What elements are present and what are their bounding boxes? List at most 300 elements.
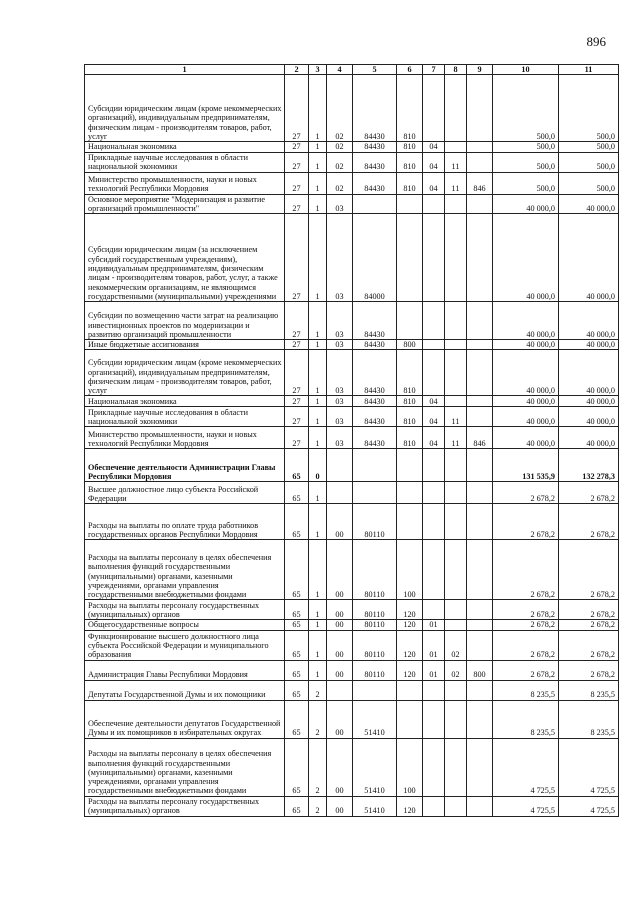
cell-11: 500,0 — [559, 172, 619, 194]
cell-8 — [445, 796, 467, 816]
table-row — [85, 152, 619, 172]
table-row — [85, 194, 619, 214]
cell-6 — [397, 504, 423, 540]
cell-2: 27 — [285, 407, 309, 427]
cell-6: 810 — [397, 350, 423, 396]
cell-11: 40 000,0 — [559, 302, 619, 340]
cell-3: 1 — [309, 396, 327, 407]
cell-11: 4 725,5 — [559, 738, 619, 796]
cell-6 — [397, 482, 423, 504]
table-row — [85, 340, 619, 350]
cell-10: 8 235,5 — [493, 680, 559, 700]
cell-11: 40 000,0 — [559, 396, 619, 407]
table-row — [85, 630, 619, 660]
cell-4: 00 — [327, 504, 353, 540]
cell-11: 40 000,0 — [559, 407, 619, 427]
cell-7 — [423, 796, 445, 816]
cell-11: 40 000,0 — [559, 427, 619, 449]
cell-5 — [353, 449, 397, 482]
cell-4: 00 — [327, 738, 353, 796]
row-label: Обеспечение деятельности депутатов Государственной Думы и их помощников в избирательных округах — [85, 700, 285, 738]
header-cell: 7 — [423, 65, 445, 75]
cell-9 — [467, 142, 493, 152]
cell-5: 84430 — [353, 302, 397, 340]
cell-9 — [467, 194, 493, 214]
cell-5: 84430 — [353, 142, 397, 152]
cell-6: 120 — [397, 630, 423, 660]
cell-3: 1 — [309, 302, 327, 340]
row-label: Администрация Главы Республики Мордовия — [85, 660, 285, 680]
cell-6: 120 — [397, 660, 423, 680]
cell-2: 27 — [285, 427, 309, 449]
row-label: Национальная экономика — [85, 396, 285, 407]
cell-3: 1 — [309, 75, 327, 142]
table-row — [85, 600, 619, 620]
row-label: Основное мероприятие "Модернизация и развитие организаций промышленности" — [85, 194, 285, 214]
cell-8 — [445, 75, 467, 142]
cell-9 — [467, 302, 493, 340]
cell-10: 2 678,2 — [493, 660, 559, 680]
cell-11: 40 000,0 — [559, 350, 619, 396]
cell-7 — [423, 680, 445, 700]
cell-4: 00 — [327, 620, 353, 630]
cell-7 — [423, 700, 445, 738]
cell-8 — [445, 700, 467, 738]
cell-7: 01 — [423, 620, 445, 630]
cell-10: 40 000,0 — [493, 214, 559, 302]
cell-5: 51410 — [353, 738, 397, 796]
row-label: Субсидии юридическим лицам (кроме некоммерческих организаций), индивидуальным предпринимателям, физическим лицам - производителям товаров, работ, услуг — [85, 350, 285, 396]
cell-3: 0 — [309, 449, 327, 482]
row-label: Субсидии юридическим лицам (за исключением субсидий государственным учреждениям), индивидуальным предпринимателям, физическим лицам - производителям товаров, работ, услуг, а также некоммерческим организациям, не являющимся государственными (муниципальными) учреждениями — [85, 214, 285, 302]
cell-6: 810 — [397, 396, 423, 407]
cell-9 — [467, 482, 493, 504]
cell-2: 65 — [285, 796, 309, 816]
cell-10: 40 000,0 — [493, 427, 559, 449]
header-cell: 2 — [285, 65, 309, 75]
table-row — [85, 738, 619, 796]
cell-10: 8 235,5 — [493, 700, 559, 738]
cell-7: 04 — [423, 407, 445, 427]
cell-3: 2 — [309, 796, 327, 816]
cell-6: 120 — [397, 796, 423, 816]
table-row — [85, 796, 619, 816]
cell-10: 40 000,0 — [493, 302, 559, 340]
cell-4: 03 — [327, 427, 353, 449]
cell-11: 2 678,2 — [559, 620, 619, 630]
cell-7: 04 — [423, 142, 445, 152]
cell-3: 1 — [309, 214, 327, 302]
cell-9 — [467, 214, 493, 302]
cell-4 — [327, 680, 353, 700]
cell-8 — [445, 449, 467, 482]
cell-6: 810 — [397, 407, 423, 427]
cell-7 — [423, 738, 445, 796]
header-cell: 9 — [467, 65, 493, 75]
cell-6: 800 — [397, 340, 423, 350]
row-label: Расходы на выплаты персоналу государственных (муниципальных) органов — [85, 796, 285, 816]
cell-9 — [467, 407, 493, 427]
cell-8 — [445, 194, 467, 214]
cell-7: 04 — [423, 396, 445, 407]
row-label: Прикладные научные исследования в области национальной экономики — [85, 407, 285, 427]
cell-6: 120 — [397, 600, 423, 620]
cell-9 — [467, 504, 493, 540]
cell-6 — [397, 194, 423, 214]
cell-2: 65 — [285, 600, 309, 620]
row-label: Расходы на выплаты по оплате труда работников государственных органов Республики Мордовия — [85, 504, 285, 540]
cell-4: 02 — [327, 75, 353, 142]
row-label: Министерство промышленности, науки и новых технологий Республики Мордовия — [85, 427, 285, 449]
cell-7 — [423, 482, 445, 504]
cell-3: 2 — [309, 738, 327, 796]
table-row — [85, 214, 619, 302]
cell-10: 500,0 — [493, 75, 559, 142]
cell-9: 800 — [467, 660, 493, 680]
cell-3: 1 — [309, 152, 327, 172]
table-row — [85, 680, 619, 700]
table-row — [85, 407, 619, 427]
cell-3: 1 — [309, 340, 327, 350]
row-label: Функционирование высшего должностного лица субъекта Российской Федерации и муниципального образования — [85, 630, 285, 660]
cell-8 — [445, 620, 467, 630]
cell-10: 2 678,2 — [493, 620, 559, 630]
table-header-row — [85, 65, 619, 75]
cell-7 — [423, 194, 445, 214]
cell-11: 2 678,2 — [559, 660, 619, 680]
header-cell: 3 — [309, 65, 327, 75]
row-label: Субсидии юридическим лицам (кроме некоммерческих организаций), индивидуальным предпринимателям, физическим лицам - производителям товаров, работ, услуг — [85, 75, 285, 142]
cell-8 — [445, 738, 467, 796]
row-label: Субсидии по возмещению части затрат на реализацию инвестиционных проектов по модернизации и развитию организаций промышленности — [85, 302, 285, 340]
cell-7: 01 — [423, 630, 445, 660]
table-row — [85, 540, 619, 600]
cell-8 — [445, 340, 467, 350]
cell-9 — [467, 620, 493, 630]
cell-2: 27 — [285, 172, 309, 194]
cell-5: 84430 — [353, 172, 397, 194]
cell-7 — [423, 214, 445, 302]
cell-10: 2 678,2 — [493, 600, 559, 620]
cell-3: 1 — [309, 540, 327, 600]
cell-2: 65 — [285, 630, 309, 660]
cell-8 — [445, 504, 467, 540]
cell-10: 40 000,0 — [493, 340, 559, 350]
cell-4: 00 — [327, 600, 353, 620]
table-row — [85, 660, 619, 680]
cell-3: 1 — [309, 142, 327, 152]
row-label: Высшее должностное лицо субъекта Российской Федерации — [85, 482, 285, 504]
cell-10: 500,0 — [493, 172, 559, 194]
cell-7 — [423, 302, 445, 340]
cell-4: 00 — [327, 796, 353, 816]
table-row — [85, 700, 619, 738]
cell-9 — [467, 630, 493, 660]
cell-5 — [353, 680, 397, 700]
cell-2: 27 — [285, 396, 309, 407]
cell-5: 84430 — [353, 152, 397, 172]
cell-3: 2 — [309, 680, 327, 700]
cell-2: 27 — [285, 194, 309, 214]
cell-3: 1 — [309, 620, 327, 630]
cell-6: 100 — [397, 540, 423, 600]
cell-9: 846 — [467, 427, 493, 449]
cell-11: 2 678,2 — [559, 630, 619, 660]
cell-4: 03 — [327, 340, 353, 350]
cell-8: 11 — [445, 172, 467, 194]
cell-9 — [467, 796, 493, 816]
cell-2: 65 — [285, 700, 309, 738]
cell-3: 1 — [309, 504, 327, 540]
cell-9 — [467, 738, 493, 796]
cell-5: 80110 — [353, 504, 397, 540]
cell-5: 80110 — [353, 540, 397, 600]
cell-8 — [445, 396, 467, 407]
table-row — [85, 620, 619, 630]
cell-9 — [467, 350, 493, 396]
cell-2: 65 — [285, 449, 309, 482]
cell-2: 27 — [285, 75, 309, 142]
cell-9: 846 — [467, 172, 493, 194]
row-label: Депутаты Государственной Думы и их помощники — [85, 680, 285, 700]
cell-4: 03 — [327, 350, 353, 396]
cell-5: 80110 — [353, 630, 397, 660]
cell-11: 2 678,2 — [559, 540, 619, 600]
cell-8: 11 — [445, 407, 467, 427]
row-label: Министерство промышленности, науки и новых технологий Республики Мордовия — [85, 172, 285, 194]
cell-8: 02 — [445, 630, 467, 660]
header-cell: 4 — [327, 65, 353, 75]
cell-5: 84430 — [353, 396, 397, 407]
cell-8: 11 — [445, 152, 467, 172]
cell-8 — [445, 540, 467, 600]
cell-4 — [327, 449, 353, 482]
cell-5: 84430 — [353, 75, 397, 142]
cell-5: 84000 — [353, 214, 397, 302]
cell-10: 131 535,9 — [493, 449, 559, 482]
cell-6: 810 — [397, 75, 423, 142]
cell-5: 84430 — [353, 407, 397, 427]
cell-8 — [445, 600, 467, 620]
cell-10: 4 725,5 — [493, 796, 559, 816]
cell-11: 40 000,0 — [559, 340, 619, 350]
cell-10: 2 678,2 — [493, 630, 559, 660]
cell-5: 84430 — [353, 350, 397, 396]
cell-11: 40 000,0 — [559, 214, 619, 302]
header-cell: 11 — [559, 65, 619, 75]
cell-9 — [467, 600, 493, 620]
page-number: 896 — [586, 34, 606, 49]
cell-2: 65 — [285, 738, 309, 796]
header-cell: 5 — [353, 65, 397, 75]
cell-11: 500,0 — [559, 142, 619, 152]
cell-4: 00 — [327, 630, 353, 660]
cell-4: 03 — [327, 407, 353, 427]
cell-2: 27 — [285, 302, 309, 340]
cell-8 — [445, 680, 467, 700]
cell-9 — [467, 340, 493, 350]
cell-8: 02 — [445, 660, 467, 680]
table-row — [85, 75, 619, 142]
row-label: Общегосударственные вопросы — [85, 620, 285, 630]
cell-10: 40 000,0 — [493, 407, 559, 427]
cell-2: 27 — [285, 142, 309, 152]
cell-4: 03 — [327, 194, 353, 214]
cell-10: 40 000,0 — [493, 396, 559, 407]
cell-6: 120 — [397, 620, 423, 630]
cell-7 — [423, 600, 445, 620]
cell-4: 02 — [327, 152, 353, 172]
cell-7 — [423, 540, 445, 600]
row-label: Прикладные научные исследования в области национальной экономики — [85, 152, 285, 172]
cell-10: 500,0 — [493, 152, 559, 172]
row-label: Расходы на выплаты персоналу в целях обеспечения выполнения функций государственными (муниципальными) органами, казенными учреждениями, органами управления государственными внебюджетными фондами — [85, 540, 285, 600]
cell-8 — [445, 482, 467, 504]
cell-11: 132 278,3 — [559, 449, 619, 482]
cell-10: 2 678,2 — [493, 504, 559, 540]
cell-6 — [397, 214, 423, 302]
cell-6 — [397, 680, 423, 700]
cell-3: 1 — [309, 407, 327, 427]
cell-3: 1 — [309, 427, 327, 449]
cell-6: 810 — [397, 172, 423, 194]
cell-6 — [397, 302, 423, 340]
cell-4: 02 — [327, 142, 353, 152]
cell-9 — [467, 700, 493, 738]
cell-4: 00 — [327, 540, 353, 600]
cell-7: 01 — [423, 660, 445, 680]
cell-8 — [445, 142, 467, 152]
row-label: Расходы на выплаты персоналу государственных (муниципальных) органов — [85, 600, 285, 620]
cell-5: 80110 — [353, 660, 397, 680]
header-cell: 6 — [397, 65, 423, 75]
cell-2: 65 — [285, 620, 309, 630]
table-row — [85, 142, 619, 152]
cell-5: 80110 — [353, 600, 397, 620]
cell-6: 810 — [397, 152, 423, 172]
cell-2: 27 — [285, 214, 309, 302]
header-cell: 1 — [85, 65, 285, 75]
row-label: Национальная экономика — [85, 142, 285, 152]
cell-6 — [397, 700, 423, 738]
cell-10: 40 000,0 — [493, 194, 559, 214]
cell-9 — [467, 152, 493, 172]
cell-3: 2 — [309, 700, 327, 738]
cell-9 — [467, 540, 493, 600]
cell-4: 00 — [327, 700, 353, 738]
cell-7 — [423, 504, 445, 540]
cell-2: 65 — [285, 540, 309, 600]
cell-11: 500,0 — [559, 152, 619, 172]
cell-11: 500,0 — [559, 75, 619, 142]
budget-table — [84, 64, 619, 817]
cell-5: 84430 — [353, 427, 397, 449]
cell-8 — [445, 214, 467, 302]
table-row — [85, 427, 619, 449]
cell-4 — [327, 482, 353, 504]
cell-7 — [423, 350, 445, 396]
cell-4: 03 — [327, 214, 353, 302]
cell-11: 40 000,0 — [559, 194, 619, 214]
cell-10: 2 678,2 — [493, 540, 559, 600]
cell-8: 11 — [445, 427, 467, 449]
cell-11: 2 678,2 — [559, 482, 619, 504]
cell-6: 810 — [397, 142, 423, 152]
cell-6: 100 — [397, 738, 423, 796]
cell-8 — [445, 302, 467, 340]
cell-3: 1 — [309, 194, 327, 214]
cell-7 — [423, 75, 445, 142]
cell-3: 1 — [309, 660, 327, 680]
cell-5: 51410 — [353, 700, 397, 738]
cell-2: 27 — [285, 340, 309, 350]
cell-5: 51410 — [353, 796, 397, 816]
cell-4: 03 — [327, 302, 353, 340]
cell-11: 2 678,2 — [559, 600, 619, 620]
cell-6: 810 — [397, 427, 423, 449]
cell-5: 84430 — [353, 340, 397, 350]
cell-3: 1 — [309, 630, 327, 660]
cell-4: 02 — [327, 172, 353, 194]
cell-10: 4 725,5 — [493, 738, 559, 796]
cell-7 — [423, 449, 445, 482]
table-row — [85, 504, 619, 540]
table-row — [85, 350, 619, 396]
table-row — [85, 449, 619, 482]
cell-2: 65 — [285, 482, 309, 504]
table-row — [85, 172, 619, 194]
cell-2: 65 — [285, 680, 309, 700]
cell-8 — [445, 350, 467, 396]
cell-2: 27 — [285, 152, 309, 172]
cell-7: 04 — [423, 172, 445, 194]
cell-5: 80110 — [353, 620, 397, 630]
cell-3: 1 — [309, 482, 327, 504]
cell-9 — [467, 680, 493, 700]
cell-10: 40 000,0 — [493, 350, 559, 396]
cell-2: 65 — [285, 660, 309, 680]
row-label: Обеспечение деятельности Администрации Главы Республики Мордовия — [85, 449, 285, 482]
cell-7: 04 — [423, 427, 445, 449]
cell-9 — [467, 396, 493, 407]
cell-3: 1 — [309, 600, 327, 620]
cell-2: 27 — [285, 350, 309, 396]
row-label: Расходы на выплаты персоналу в целях обеспечения выполнения функций государственными (муниципальными) органами, казенными учреждениями, органами управления государственными внебюджетными фондами — [85, 738, 285, 796]
cell-4: 00 — [327, 660, 353, 680]
table-row — [85, 482, 619, 504]
cell-3: 1 — [309, 172, 327, 194]
row-label: Иные бюджетные ассигнования — [85, 340, 285, 350]
cell-10: 500,0 — [493, 142, 559, 152]
header-cell: 8 — [445, 65, 467, 75]
cell-11: 4 725,5 — [559, 796, 619, 816]
cell-6 — [397, 449, 423, 482]
table-row — [85, 396, 619, 407]
table-row — [85, 302, 619, 340]
cell-11: 8 235,5 — [559, 680, 619, 700]
cell-9 — [467, 75, 493, 142]
cell-9 — [467, 449, 493, 482]
cell-5 — [353, 194, 397, 214]
cell-7 — [423, 340, 445, 350]
cell-5 — [353, 482, 397, 504]
cell-11: 8 235,5 — [559, 700, 619, 738]
header-cell: 10 — [493, 65, 559, 75]
cell-3: 1 — [309, 350, 327, 396]
cell-10: 2 678,2 — [493, 482, 559, 504]
cell-2: 65 — [285, 504, 309, 540]
cell-4: 03 — [327, 396, 353, 407]
